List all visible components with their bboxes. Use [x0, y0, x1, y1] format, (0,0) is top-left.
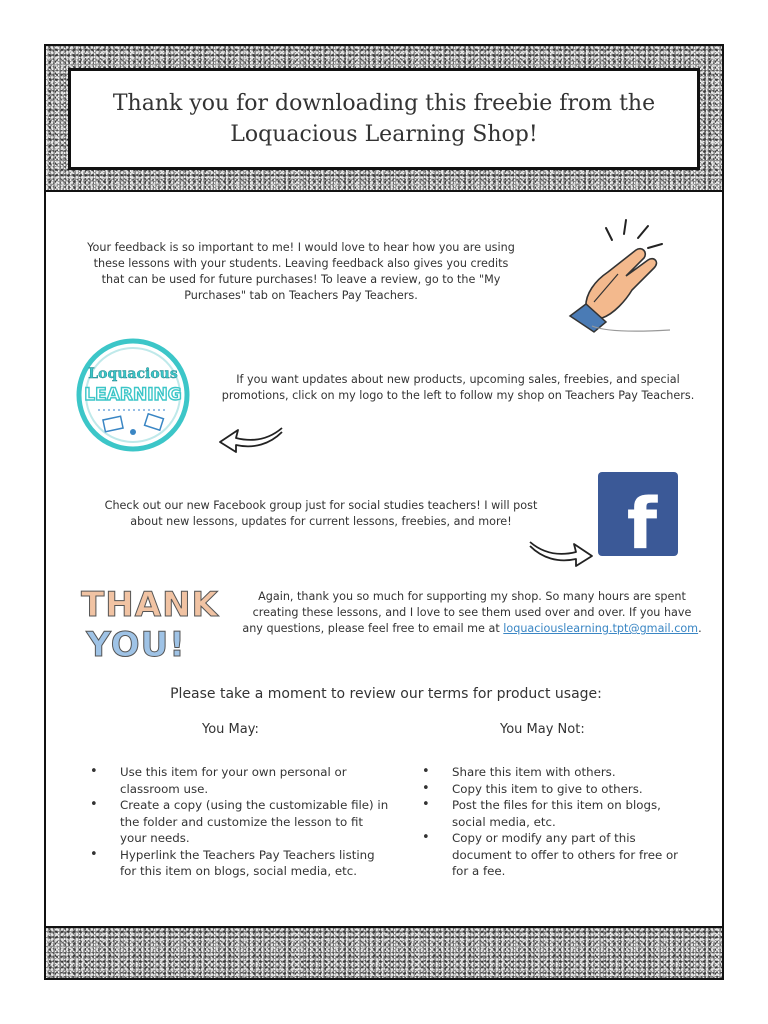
footer-glitter-band: [46, 926, 722, 978]
you-may-not-heading: You May Not:: [500, 722, 585, 737]
header-glitter-band: [46, 46, 722, 192]
page-title: Thank you for downloading this freebie from the Loquacious Learning Shop!: [112, 91, 656, 147]
list-item: • Hyperlink the Teachers Pay Teachers listing for this item on blogs, social media, etc.: [90, 847, 390, 880]
loquacious-learning-logo[interactable]: [76, 338, 190, 452]
you-may-not-list: [422, 764, 692, 880]
feedback-text: Your feedback is so important to me! I would love to hear how you are using these lessons with your students. Leaving feedback also gives you credits that can be used for future purchases! To leave a review, go to the "My Purchases" tab on Teachers Pay Teachers.: [87, 241, 515, 302]
support-text: Again, thank you so much for supporting my shop. So many hours are spent creating these lessons, and I love to see them used over and over. If you have any questions, please feel free to email me at loquaciouslearning.tpt@gmail.com.: [242, 590, 702, 635]
thank-word: THANK: [81, 585, 219, 625]
you-may-list: [90, 764, 390, 880]
facebook-text: Check out our new Facebook group just for social studies teachers! I will post about new lessons, updates for current lessons, freebies, and more!: [104, 499, 538, 528]
arrow-left-icon: [218, 418, 284, 456]
list-item: • Copy or modify any part of this document to offer to others for free or for a fee.: [422, 830, 692, 880]
terms-heading: Please take a moment to review our terms for product usage:: [170, 686, 602, 702]
facebook-icon[interactable]: [598, 472, 678, 556]
logo-line1: Loquacious: [88, 366, 178, 382]
list-item: • Share this item with others.: [422, 764, 692, 781]
list-item: • Copy this item to give to others.: [422, 781, 692, 798]
facebook-glyph: f: [626, 483, 658, 556]
email-link[interactable]: loquaciouslearning.tpt@gmail.com: [503, 622, 699, 635]
support-body: Again, thank you so much for supporting my shop. So many hours are spent creating these lessons, and I love to see them used over and over. If you have any questions, please feel free to email me at: [242, 590, 692, 635]
logo-line2: LEARNING: [84, 385, 182, 405]
thank-you-graphic: [80, 580, 220, 664]
list-item: • Post the files for this item on blogs, social media, etc.: [422, 797, 692, 830]
you-word: YOU!: [86, 625, 186, 664]
updates-text: If you want updates about new products, upcoming sales, freebies, and special promotions, click on my logo to the left to follow my shop on Teachers Pay Teachers.: [221, 373, 695, 402]
list-item: • Use this item for your own personal or classroom use.: [90, 764, 390, 797]
arrow-right-icon: [528, 530, 594, 570]
list-item: • Create a copy (using the customizable file) in the folder and customize the lesson to fit your needs.: [90, 797, 390, 847]
page-frame: [44, 44, 724, 980]
title-box: [68, 68, 700, 170]
clapping-hands-icon: [566, 214, 682, 334]
you-may-heading: You May:: [202, 722, 259, 737]
